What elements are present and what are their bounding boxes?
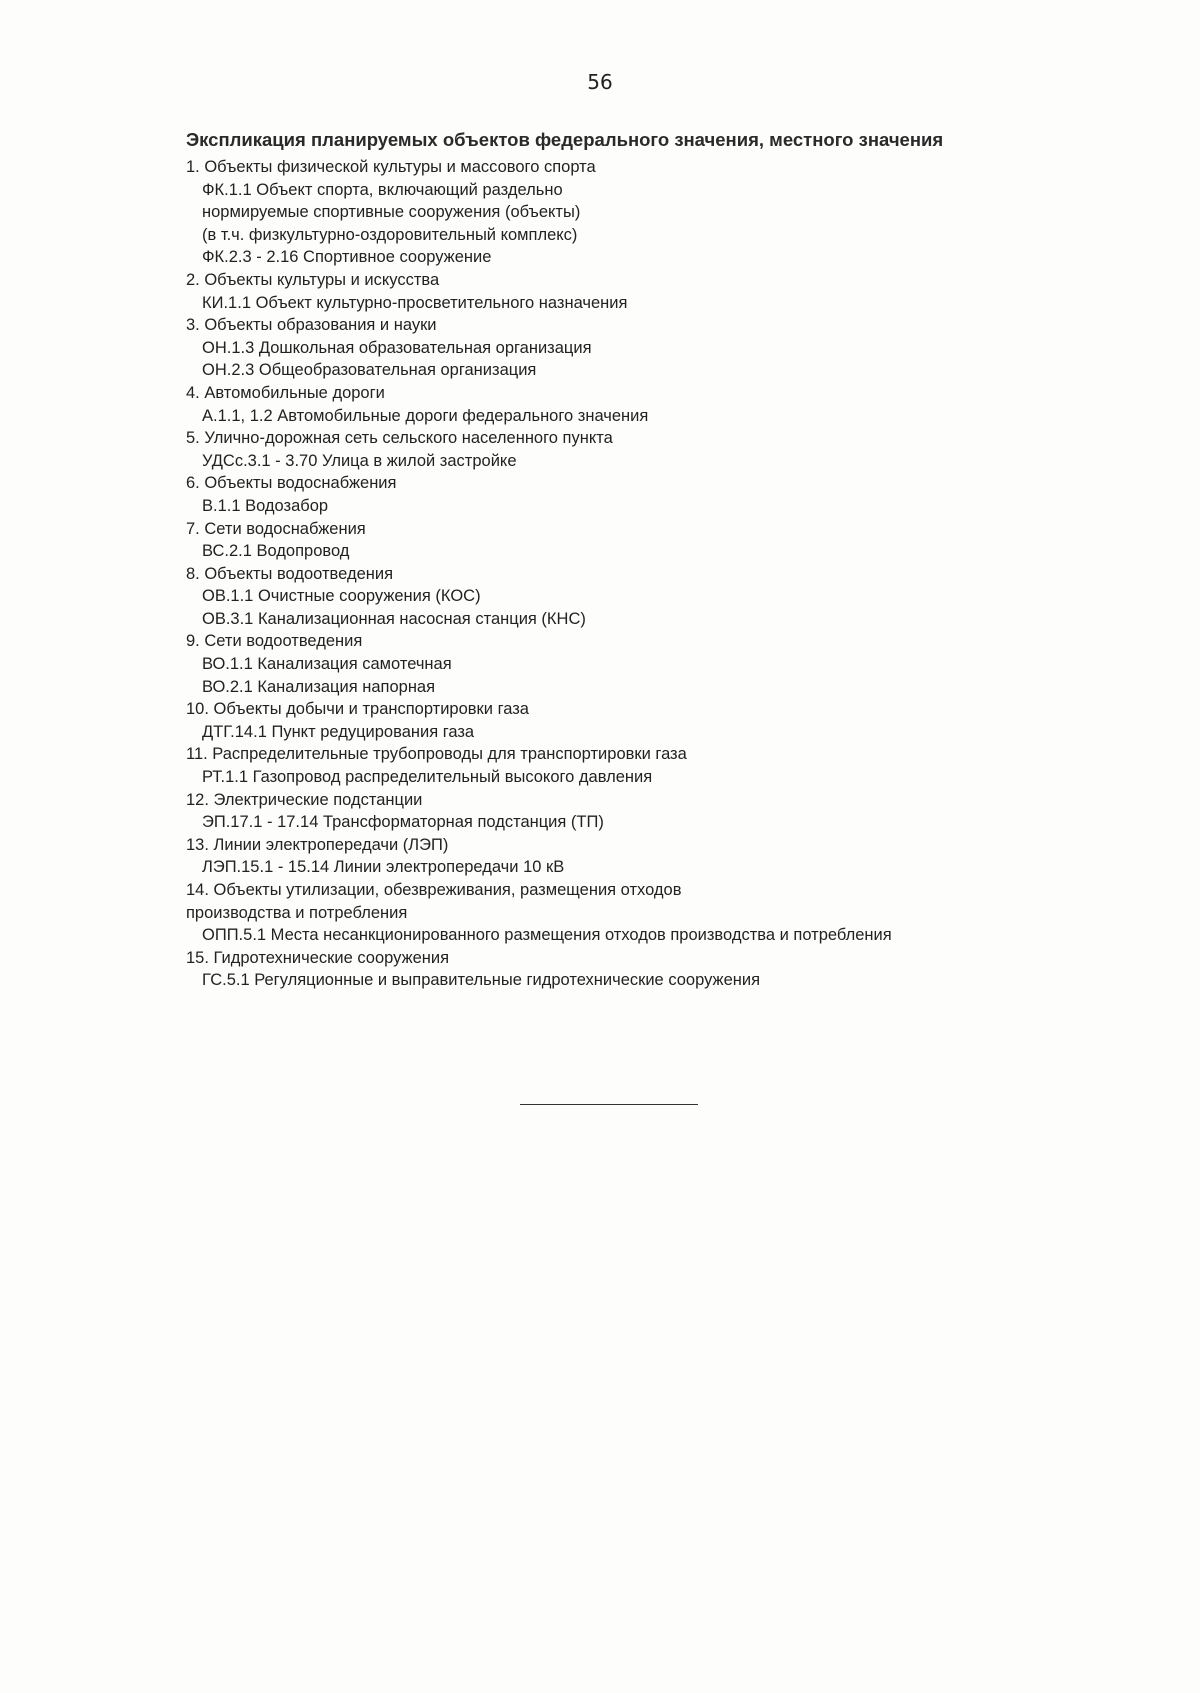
section-heading: 5. Улично-дорожная сеть сельского населенного пункта [186, 429, 613, 448]
section-water-networks [186, 518, 1086, 563]
section-heading: 14. Объекты утилизации, обезвреживания, размещения отходов [186, 881, 682, 899]
list-item: ФК.2.3 - 2.16 Спортивное сооружение [202, 248, 492, 267]
section-gas-pipelines [186, 743, 1086, 788]
list-item: ФК.1.1 Объект спорта, включающий раздельно [202, 180, 563, 199]
list-item: ЛЭП.15.1 - 15.14 Линии электропередачи 10 кВ [202, 858, 565, 877]
list-item: ВС.2.1 Водопровод [202, 542, 350, 561]
section-heading: 1. Объекты физической культуры и массового спорта [186, 158, 596, 176]
list-item: ОН.1.3 Дошкольная образовательная организация [202, 338, 592, 357]
page-number: 56 [587, 70, 613, 94]
list-item: ОВ.1.1 Очистные сооружения (КОС) [202, 587, 481, 606]
explication-list [186, 156, 1086, 992]
end-divider-line [520, 1104, 698, 1105]
section-heading: 15. Гидротехнические сооружения [186, 948, 450, 967]
section-heading: 4. Автомобильные дороги [186, 383, 385, 402]
section-heading: 6. Объекты водоснабжения [186, 474, 397, 493]
list-item: ЭП.17.1 - 17.14 Трансформаторная подстанция (ТП) [202, 813, 604, 832]
section-heading-continuation: производства и потребления [186, 903, 408, 922]
section-heading: 8. Объекты водоотведения [186, 564, 394, 583]
list-item: ВО.2.1 Канализация напорная [202, 677, 436, 696]
list-item: ОПП.5.1 Места несанкционированного размещения отходов производства и потребления [202, 926, 892, 945]
list-item: КИ.1.1 Объект культурно-просветительного назначения [202, 293, 628, 312]
list-item: РТ.1.1 Газопровод распределительный высокого давления [202, 768, 653, 787]
explication-block [186, 128, 1086, 992]
section-heading: 11. Распределительные трубопроводы для транспортировки газа [186, 745, 687, 764]
list-item: ГС.5.1 Регуляционные и выправительные гидротехнические сооружения [202, 971, 761, 990]
section-heading: 9. Сети водоотведения [186, 632, 363, 651]
section-wastewater [186, 563, 1086, 631]
section-education [186, 314, 1086, 382]
section-street-network [186, 427, 1086, 472]
section-heading: 12. Электрические подстанции [186, 790, 423, 809]
section-gas-production [186, 698, 1086, 743]
section-waste [186, 879, 1086, 947]
list-item: ВО.1.1 Канализация самотечная [202, 655, 452, 674]
list-item: ДТГ.14.1 Пункт редуцирования газа [202, 722, 475, 741]
list-item: ОВ.3.1 Канализационная насосная станция (КНС) [202, 609, 586, 628]
section-heading: 2. Объекты культуры и искусства [186, 270, 440, 289]
section-heading: 13. Линии электропередачи (ЛЭП) [186, 835, 449, 854]
section-heading: 7. Сети водоснабжения [186, 519, 366, 538]
list-item: (в т.ч. физкультурно-оздоровительный комплекс) [202, 225, 578, 244]
section-substations [186, 789, 1086, 834]
list-item: А.1.1, 1.2 Автомобильные дороги федерального значения [202, 406, 649, 425]
section-culture [186, 269, 1086, 314]
section-heading: 10. Объекты добычи и транспортировки газа [186, 700, 529, 719]
section-roads [186, 382, 1086, 427]
section-water-supply [186, 472, 1086, 517]
section-sewer-networks [186, 630, 1086, 698]
section-sport [186, 156, 1086, 269]
list-item: В.1.1 Водозабор [202, 496, 329, 515]
section-heading: 3. Объекты образования и науки [186, 316, 437, 335]
list-item: УДСс.3.1 - 3.70 Улица в жилой застройке [202, 451, 517, 470]
section-hydraulic [186, 947, 1086, 992]
section-power-lines [186, 834, 1086, 879]
explication-title: Экспликация планируемых объектов федерального значения, местного значения [186, 129, 944, 150]
list-item: ОН.2.3 Общеобразовательная организация [202, 361, 537, 380]
list-item: нормируемые спортивные сооружения (объекты) [202, 203, 581, 222]
